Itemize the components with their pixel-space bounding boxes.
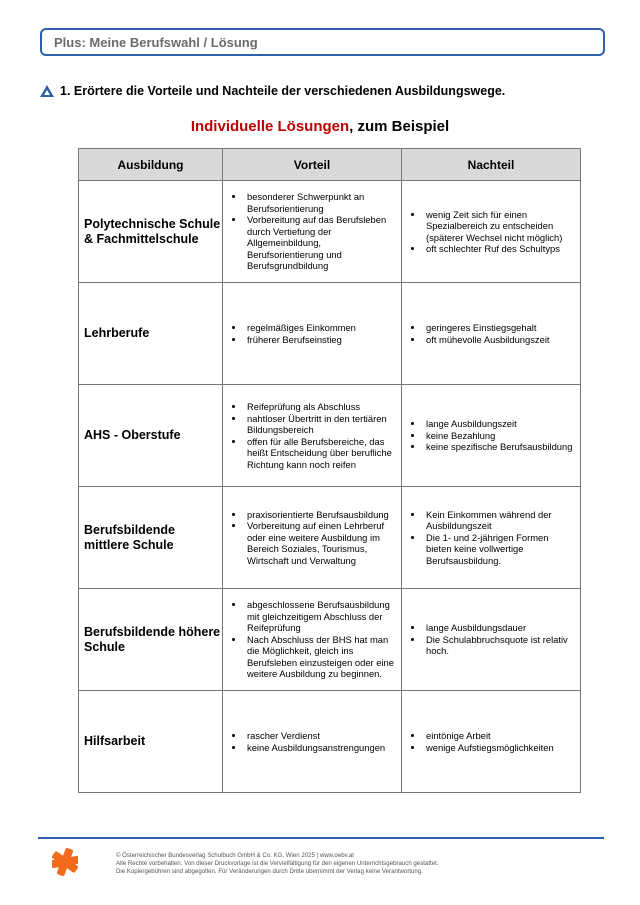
table-row <box>79 589 581 691</box>
nachteil-list <box>402 418 580 453</box>
comparison-table <box>78 148 581 793</box>
subtitle-highlight: Individuelle Lösungen <box>190 118 350 135</box>
row-label: AHS - Oberstufe <box>79 385 223 487</box>
list-item: • wenig Zeit sich für einen Spezialbereich zu entscheiden (späterer Wechsel nicht möglich) <box>424 209 576 244</box>
list-item: • keine Bezahlung <box>424 430 576 442</box>
nachteil-cell <box>402 691 581 793</box>
row-label: Polytechnische Schule & Fachmittelschule <box>79 181 223 283</box>
footer-text <box>116 852 596 876</box>
row-label: Berufsbildende höhere Schule <box>79 589 223 691</box>
column-header-nachteil: Nachteil <box>402 149 581 181</box>
list-item: • keine Ausbildungsanstrengungen <box>245 742 397 754</box>
list-item: • oft mühevolle Ausbildungszeit <box>424 334 576 346</box>
nachteil-list <box>402 622 580 657</box>
list-item: • nahtloser Übertritt in den tertiären Bildungsbereich <box>245 413 397 436</box>
row-label: Berufsbildende mittlere Schule <box>79 487 223 589</box>
vorteil-cell <box>223 385 402 487</box>
nachteil-list <box>402 322 580 345</box>
vorteil-list <box>223 322 401 345</box>
page-header <box>40 28 605 56</box>
column-header-ausbildung: Ausbildung <box>79 149 223 181</box>
list-item: • offen für alle Berufsbereiche, das heißt Entscheidung über berufliche Richtung kann noch reifen <box>245 436 397 471</box>
list-item: • Kein Einkommen während der Ausbildungszeit <box>424 509 576 532</box>
nachteil-list <box>402 509 580 567</box>
list-item: • oft schlechter Ruf des Schultyps <box>424 243 576 255</box>
list-item: • Nach Abschluss der BHS hat man die Möglichkeit, gleich ins Berufsleben einzusteigen oder eine weitere Ausbildung zu beginnen. <box>245 634 397 680</box>
list-item: • wenige Aufstiegsmöglichkeiten <box>424 742 576 754</box>
list-item: • lange Ausbildungszeit <box>424 418 576 430</box>
list-item: • regelmäßiges Einkommen <box>245 322 397 334</box>
list-item: • Reifeprüfung als Abschluss <box>245 401 397 413</box>
solution-subtitle <box>0 118 640 135</box>
table-row <box>79 691 581 793</box>
task-heading <box>40 84 600 98</box>
list-item: • praxisorientierte Berufsausbildung <box>245 509 397 521</box>
list-item: • besonderer Schwerpunkt an Berufsorientierung <box>245 191 397 214</box>
footer-copyright: © Österreichischer Bundesverlag Schulbuch GmbH & Co. KG, Wien 2025 | www.oebv.at <box>116 852 354 859</box>
list-item: • lange Ausbildungsdauer <box>424 622 576 634</box>
list-item: • Die Schulabbruchsquote ist relativ hoch. <box>424 634 576 657</box>
table-row <box>79 181 581 283</box>
table-row <box>79 283 581 385</box>
vorteil-cell <box>223 691 402 793</box>
nachteil-cell <box>402 589 581 691</box>
vorteil-cell <box>223 283 402 385</box>
list-item: • Die 1- und 2-jährigen Formen bieten keine vollwertige Berufsausbildung. <box>424 532 576 567</box>
column-header-vorteil: Vorteil <box>223 149 402 181</box>
nachteil-cell <box>402 283 581 385</box>
nachteil-cell <box>402 181 581 283</box>
table-header-row <box>79 149 581 181</box>
list-item: • keine spezifische Berufsausbildung <box>424 441 576 453</box>
list-item: • früherer Berufseinstieg <box>245 334 397 346</box>
nachteil-cell <box>402 487 581 589</box>
task-text: 1. Erörtere die Vorteile und Nachteile der verschiedenen Ausbildungswege. <box>60 84 506 98</box>
list-item: • Vorbereitung auf das Berufsleben durch Vertiefung der Allgemeinbildung, Berufsorientierung und Berufsgrundbildung <box>245 214 397 272</box>
table-row <box>79 487 581 589</box>
footer-disclaimer: Die Kopiergebühren sind abgegolten. Für Veränderungen durch Dritte übernimmt der Verlag keine Verantwortung. <box>116 868 423 876</box>
publisher-logo-icon <box>52 848 78 876</box>
vorteil-cell <box>223 487 402 589</box>
vorteil-list <box>223 599 401 680</box>
subtitle-rest: , zum Beispiel <box>349 118 450 135</box>
list-item: • geringeres Einstiegsgehalt <box>424 322 576 334</box>
row-label: Lehrberufe <box>79 283 223 385</box>
footer-rights: Alle Rechte vorbehalten. Von dieser Druckvorlage ist die Vervielfältigung für den eigenen Unterrichtsgebrauch gestattet. <box>116 860 439 868</box>
vorteil-list <box>223 401 401 470</box>
nachteil-list <box>402 730 580 753</box>
vorteil-cell <box>223 589 402 691</box>
page-title: Plus: Meine Berufswahl / Lösung <box>54 34 258 50</box>
list-item: • eintönige Arbeit <box>424 730 576 742</box>
list-item: • rascher Verdienst <box>245 730 397 742</box>
nachteil-list <box>402 209 580 255</box>
list-item: • Vorbereitung auf einen Lehrberuf oder eine weitere Ausbildung im Bereich Soziales, Tourismus, Wirtschaft und Verwaltung <box>245 520 397 566</box>
row-label: Hilfsarbeit <box>79 691 223 793</box>
vorteil-list <box>223 191 401 272</box>
table-row <box>79 385 581 487</box>
footer-divider <box>38 837 604 839</box>
vorteil-list <box>223 730 401 753</box>
triangle-level-icon <box>40 85 54 97</box>
vorteil-list <box>223 509 401 567</box>
nachteil-cell <box>402 385 581 487</box>
list-item: • abgeschlossene Berufsausbildung mit gleichzeitigem Abschluss der Reifeprüfung <box>245 599 397 634</box>
vorteil-cell <box>223 181 402 283</box>
